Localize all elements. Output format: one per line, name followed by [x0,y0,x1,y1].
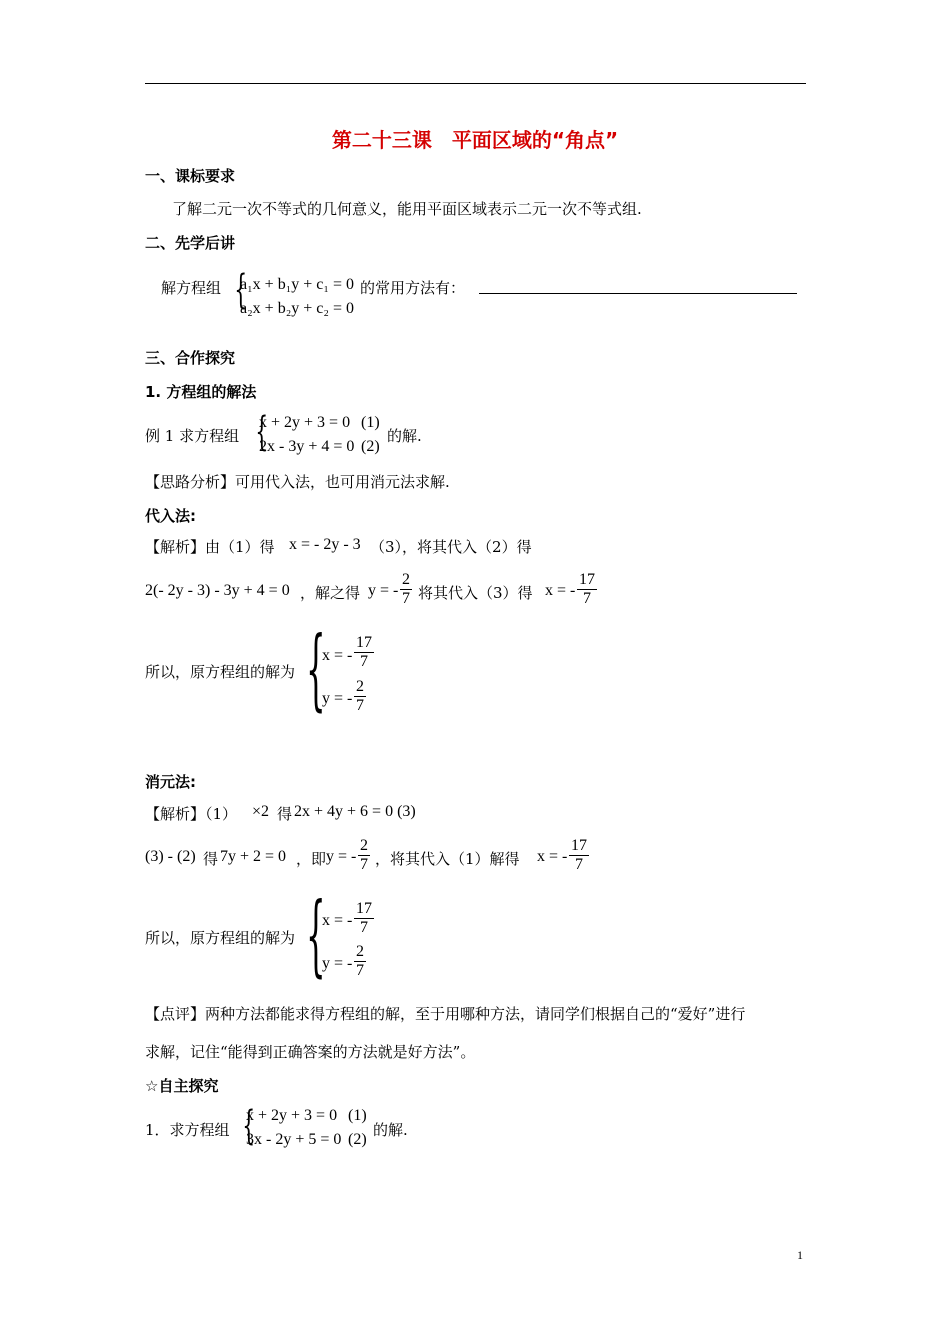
frac-den: 7 [583,590,591,607]
page-number: 1 [797,1248,803,1262]
general-eq-1: a₁x + b₁y + c₁ = 0 [240,276,355,293]
self-eq-1-tag: (1) [348,1107,367,1124]
frac-den: 7 [360,856,368,873]
m2-line1-b: 得 [277,805,293,823]
substitution-eq: 2(- 2y - 3) - 3y + 4 = 0 [145,582,290,599]
y-fraction [398,571,414,608]
x-expression: x = - 2y - 3 [289,536,361,553]
brace-icon: { [234,267,248,313]
sol1-x-frac [352,634,376,671]
frac-num: 2 [356,943,364,960]
times-two: ×2 [252,803,270,820]
m1-line1-b: （3），将其代入（2）得 [370,538,532,556]
answer-blank [479,293,797,294]
eq-7y: 7y + 2 = 0 [220,848,287,865]
sol2-y-frac [352,943,368,980]
frac-den: 7 [356,697,364,714]
method-2-heading: 消元法: [145,773,196,791]
m2-x-label: x = - [537,848,568,865]
frac-den: 7 [360,919,368,936]
subheading-1: 1. 方程组的解法 [145,383,257,401]
sol1-x-label: x = - [322,647,353,664]
m2-y-label: y = - [326,848,357,865]
self-suffix: 的解. [373,1121,408,1139]
analysis-text: 【思路分析】可用代入法，也可用消元法求解. [145,473,450,491]
m1-line2-a: ，解之得 [300,584,361,602]
sol2-y-label: y = - [322,955,353,972]
header-rule [145,83,806,84]
m1-line2-b: 将其代入（3）得 [418,584,533,602]
m2-line2-a: 得 [203,850,219,868]
x-fraction [575,571,599,608]
frac-num: 2 [356,678,364,695]
m2-y-frac [356,837,372,874]
self-eq-2-tag: (2) [348,1131,367,1148]
brace-icon: { [255,409,269,455]
section-heading-2: 二、先学后讲 [145,234,236,252]
brace-icon: { [242,1103,256,1149]
sol2-x-frac [352,900,376,937]
page-title: 第二十三课 平面区域的“角点” [331,128,619,152]
self-eq-1: x + 2y + 3 = 0 [246,1107,338,1124]
brace-icon: { [306,883,326,986]
brace-icon: { [306,617,326,720]
conclusion-1: 所以，原方程组的解为 [145,663,296,681]
m2-line2-c: ，将其代入（1）解得 [375,850,520,868]
ex1-eq-2: 2x - 3y + 4 = 0 [259,438,355,455]
section-heading-1: 一、课标要求 [145,167,236,185]
eq-3: 2x + 4y + 6 = 0 (3) [294,803,416,820]
frac-den: 7 [360,653,368,670]
m1-line1-a: 【解析】由（1）得 [145,538,275,556]
frac-num: 2 [360,837,368,854]
method-1-heading: 代入法: [145,507,196,525]
frac-num: 17 [579,571,595,588]
comment-line-1: 【点评】两种方法都能求得方程组的解，至于用哪种方法，请同学们根据自己的“爱好”进行 [145,1005,746,1023]
s2-prefix: 解方程组 [161,279,222,297]
ex1-prefix: 例 1 求方程组 [145,427,240,445]
conclusion-2: 所以，原方程组的解为 [145,929,296,947]
diff-label: (3) - (2) [145,848,196,865]
m2-x-frac [567,837,591,874]
frac-num: 17 [356,900,372,917]
y-eq-label: y = - [368,582,399,599]
frac-num: 17 [356,634,372,651]
frac-num: 2 [402,571,410,588]
frac-den: 7 [402,590,410,607]
sol1-y-frac [352,678,368,715]
section-heading-3: 三、合作探究 [145,349,236,367]
section-1-text: 了解二元一次不等式的几何意义，能用平面区域表示二元一次不等式组. [172,200,642,218]
m2-line1-a: 【解析】（1） [145,805,238,823]
ex1-eq-2-tag: (2) [361,438,380,455]
ex1-eq-1: x + 2y + 3 = 0 [259,414,351,431]
frac-num: 17 [571,837,587,854]
m2-line2-b: ，即 [296,850,327,868]
frac-den: 7 [356,962,364,979]
self-prefix: 1．求方程组 [145,1121,230,1139]
x-eq-label: x = - [545,582,576,599]
s2-suffix: 的常用方法有： [360,279,466,297]
general-eq-2: a₂x + b₂y + c₂ = 0 [240,300,355,317]
ex1-suffix: 的解. [387,427,422,445]
sol2-x-label: x = - [322,912,353,929]
ex1-eq-1-tag: (1) [361,414,380,431]
comment-line-2: 求解，记住“能得到正确答案的方法就是好方法”。 [145,1043,476,1061]
frac-den: 7 [575,856,583,873]
sol1-y-label: y = - [322,690,353,707]
self-study-heading: ☆自主探究 [145,1077,219,1095]
self-eq-2: 3x - 2y + 5 = 0 [246,1131,342,1148]
